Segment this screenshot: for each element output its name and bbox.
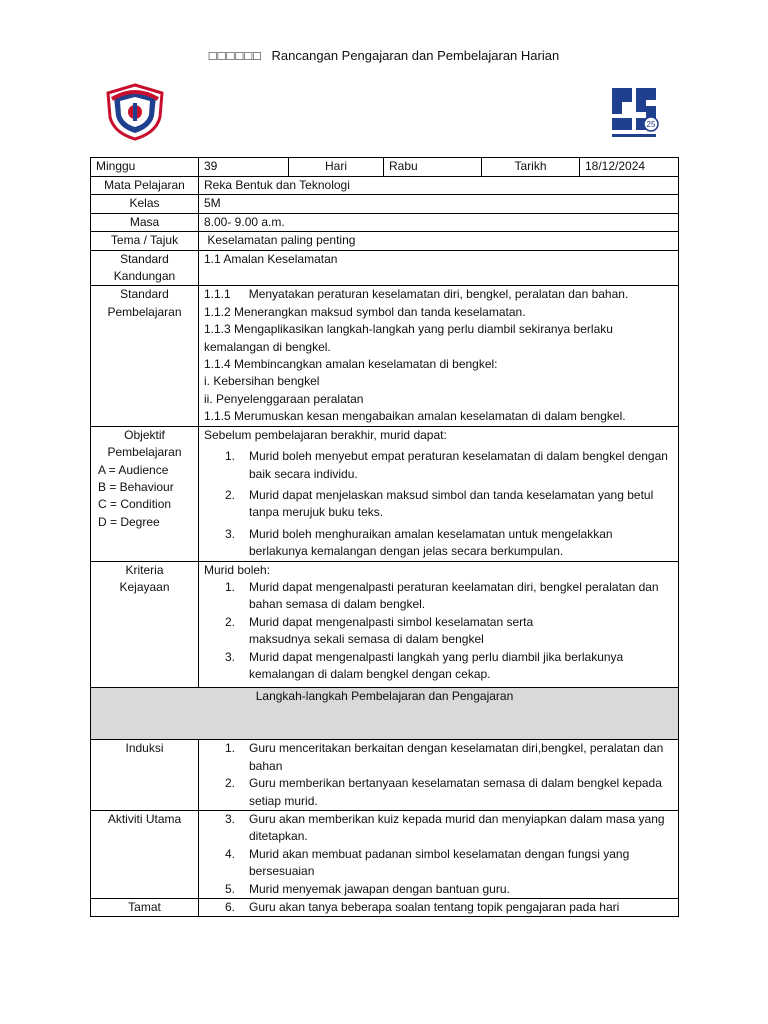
kriteria-intro: Murid boleh: [204, 562, 271, 577]
mata-pelajaran-label: Mata Pelajaran [91, 177, 199, 195]
list-item-text: Murid dapat mengenalpasti simbol keselamatan serta maksudnya sekali semasa di dalam bengkel [249, 614, 534, 647]
row-standard-kandungan [91, 250, 679, 286]
tema-label: Tema / Tajuk [91, 232, 199, 250]
list-item-text: Guru akan memberikan kuiz kepada murid dan menyiapkan dalam masa yang ditetapkan. [249, 812, 665, 844]
tamat-list [204, 899, 673, 916]
objektif-label-line-3: A = Audience [98, 462, 169, 477]
list-item-number: 1. [225, 449, 236, 464]
list-item-number: 1. [225, 741, 236, 756]
row-section-header [91, 688, 679, 740]
sp-line-5: i. Kebersihan bengkel [204, 374, 320, 389]
row-tema [91, 232, 679, 250]
section-header: Langkah-langkah Pembelajaran dan Pengajaran [91, 688, 679, 740]
sp-code-1: 1.1.1 [204, 287, 231, 302]
list-item-number: 2. [225, 776, 236, 791]
kelas-label: Kelas [91, 195, 199, 213]
list-item-text: Guru memberikan bertanyaan keselamatan semasa di dalam bengkel kepada setiap murid. [249, 776, 662, 808]
list-item-text: Guru akan tanya beberapa soalan tentang topik pengajaran pada hari [249, 900, 620, 915]
list-item-number: 5. [225, 881, 236, 896]
list-item-text: Murid akan membuat padanan simbol keselamatan dengan fungsi yang bersesuaian [249, 846, 630, 879]
hari-value: Rabu [384, 158, 482, 177]
list-item [204, 526, 673, 561]
hari-label: Hari [289, 158, 384, 177]
list-item-text: Murid boleh menyebut empat peraturan keselamatan di dalam bengkel dengan baik secara individu. [249, 449, 668, 481]
sp-line-2: 1.1.2 Menerangkan maksud symbol dan tanda keselamatan. [204, 304, 526, 319]
list-item-number: 3. [225, 526, 236, 541]
sp-line-6: ii. Penyelenggaraan peralatan [204, 391, 364, 406]
row-masa [91, 213, 679, 231]
list-item-text: Murid boleh menghuraikan amalan keselamatan untuk mengelakkan berlakunya kemalangan dengan jelas secara berkumpulan. [249, 526, 613, 559]
list-item [204, 448, 673, 483]
list-item-text: Murid menyemak jawapan dengan bantuan guru. [249, 881, 510, 896]
emblem-number: 25 [646, 120, 656, 129]
induksi-value [199, 740, 679, 811]
objektif-label-line-2: Pembelajaran [107, 445, 182, 460]
kelas-value: 5M [199, 195, 679, 213]
row-induksi [91, 740, 679, 811]
objektif-list [204, 448, 673, 560]
list-item-number: 3. [225, 812, 236, 826]
list-item [204, 487, 673, 522]
list-item-text: Murid dapat mengenalpasti peraturan keelamatan diri, bengkel peralatan dan bahan semasa di dalam bengkel. [249, 579, 659, 612]
standard-pembelajaran-value [199, 286, 679, 426]
emblem-25-logo [606, 84, 662, 142]
minggu-value: 39 [199, 158, 289, 177]
standard-pembelajaran-label: Standard Pembelajaran [91, 286, 199, 426]
list-item [204, 775, 673, 810]
list-item [204, 579, 673, 614]
list-item [204, 881, 673, 898]
school-crest-logo [104, 83, 166, 141]
tamat-value [199, 899, 679, 917]
kriteria-list [204, 579, 673, 683]
list-item [204, 740, 673, 775]
objektif-label-line-6: D = Degree [98, 514, 160, 529]
objektif-label-line-5: C = Condition [98, 497, 172, 512]
objektif-label [91, 426, 199, 561]
row-kelas [91, 195, 679, 213]
tema-value: Keselamatan paling penting [199, 232, 679, 250]
induksi-list [204, 740, 673, 810]
title-placeholder-glyphs: □□□□□□ [208, 48, 262, 63]
aktiviti-value [199, 811, 679, 899]
row-mata-pelajaran [91, 177, 679, 195]
objektif-value [199, 426, 679, 561]
induksi-label: Induksi [91, 740, 199, 811]
minggu-label: Minggu [91, 158, 199, 177]
list-item-text: Murid dapat menjelaskan maksud simbol dan tanda keselamatan yang betul tanpa merujuk buku teks. [249, 487, 654, 520]
list-item-text: Guru menceritakan berkaitan dengan keselamatan diri,bengkel, peralatan dan bahan [249, 741, 664, 773]
tarikh-label: Tarikh [482, 158, 580, 177]
masa-label: Masa [91, 213, 199, 231]
list-item [204, 846, 673, 881]
list-item-number: 3. [225, 649, 236, 664]
title-text: Rancangan Pengajaran dan Pembelajaran Harian [271, 48, 560, 63]
aktiviti-list [204, 811, 673, 898]
page-title [0, 47, 768, 65]
list-item [204, 649, 673, 684]
list-item [204, 614, 673, 649]
list-item-number: 2. [225, 487, 236, 502]
tarikh-value: 18/12/2024 [580, 158, 679, 177]
masa-value: 8.00- 9.00 a.m. [199, 213, 679, 231]
sp-line-1 [204, 286, 673, 303]
list-item [204, 899, 673, 916]
lesson-plan-table [90, 157, 679, 917]
list-item-number: 1. [225, 579, 236, 594]
objektif-label-line-4: B = Behaviour [98, 479, 174, 494]
sp-line-7: 1.1.5 Merumuskan kesan mengabaikan amalan keselamatan di dalam bengkel. [204, 409, 626, 424]
list-item-text: Murid dapat mengenalpasti langkah yang perlu diambil jika berlakunya kemalangan di dalam bengkel dengan cekap. [249, 649, 624, 681]
row-aktiviti [91, 811, 679, 899]
mata-pelajaran-value: Reka Bentuk dan Teknologi [199, 177, 679, 195]
tamat-label: Tamat [91, 899, 199, 917]
aktiviti-label: Aktiviti Utama [91, 811, 199, 899]
sp-text-1: Menyatakan peraturan keselamatan diri, bengkel, peralatan dan bahan. [248, 287, 629, 302]
list-item-number: 2. [225, 614, 236, 629]
row-standard-pembelajaran [91, 286, 679, 426]
kriteria-label: Kriteria Kejayaan [91, 561, 199, 688]
sp-line-4: 1.1.4 Membincangkan amalan keselamatan di bengkel: [204, 357, 498, 372]
row-objektif [91, 426, 679, 561]
list-item [204, 811, 673, 846]
objektif-label-line-1: Objektif [124, 427, 165, 442]
kriteria-value [199, 561, 679, 688]
list-item-number: 4. [225, 846, 236, 861]
row-tamat [91, 899, 679, 917]
sp-line-3: 1.1.3 Mengaplikasikan langkah-langkah yang perlu diambil sekiranya berlaku kemalangan di bengkel. [204, 322, 613, 354]
list-item-number: 6. [225, 900, 236, 915]
row-kriteria [91, 561, 679, 688]
row-minggu [91, 158, 679, 177]
standard-kandungan-value: 1.1 Amalan Keselamatan [199, 250, 679, 286]
objektif-intro: Sebelum pembelajaran berakhir, murid dapat: [204, 427, 447, 442]
standard-kandungan-label: Standard Kandungan [91, 250, 199, 286]
